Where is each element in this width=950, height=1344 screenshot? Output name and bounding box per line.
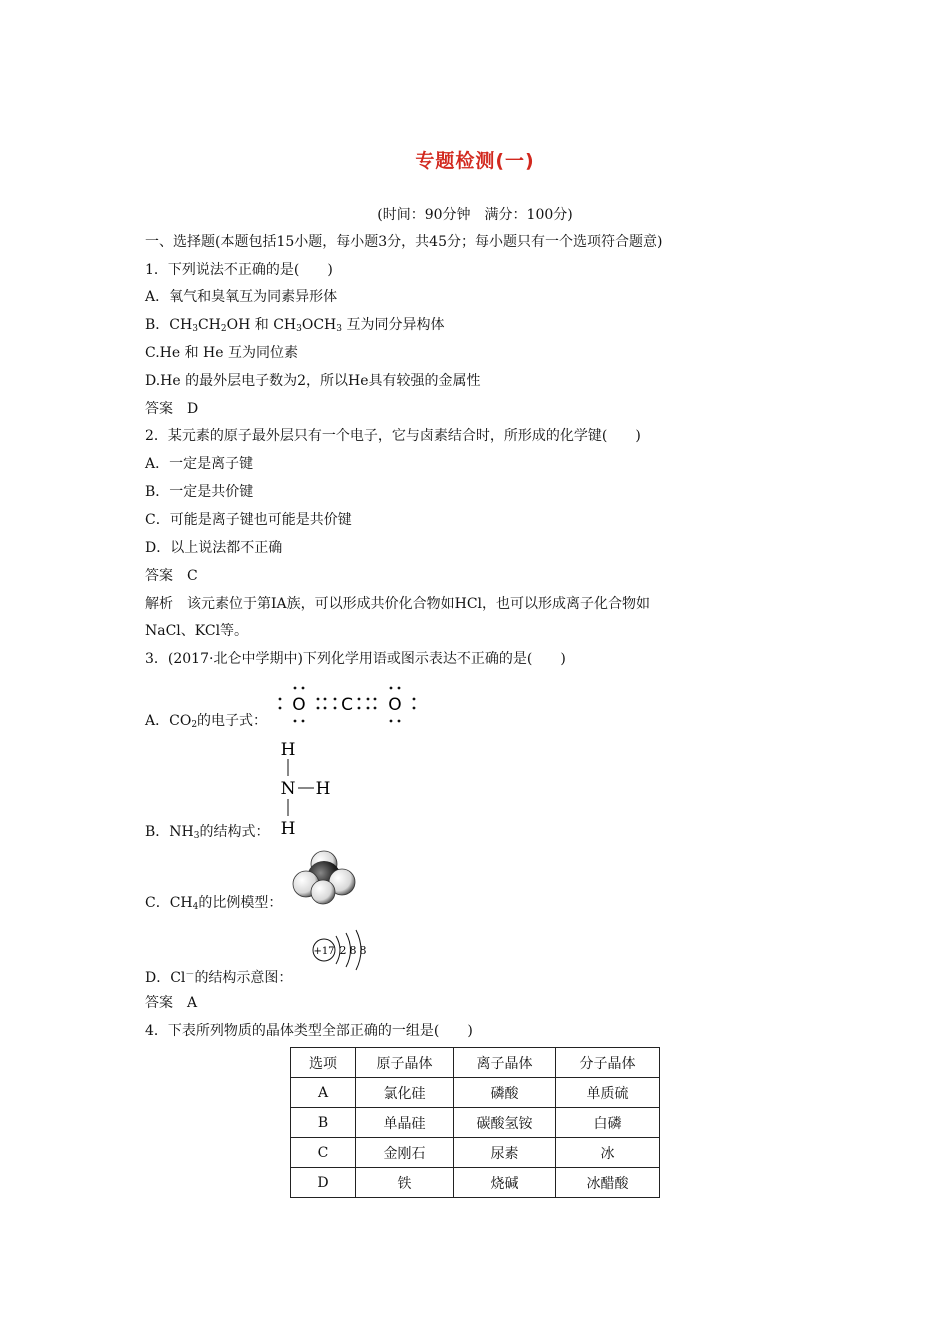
question-1-option-d: D.He 的最外层电子数为2，所以He具有较强的金属性 bbox=[145, 373, 481, 389]
crystal-type-table bbox=[290, 1047, 660, 1198]
question-3-answer: 答案 A bbox=[145, 995, 198, 1011]
question-2-analysis-line-1: 解析 该元素位于第ⅠA族，可以形成共价化合物如HCl，也可以形成离子化合物如 bbox=[145, 596, 651, 612]
table-row: D 铁 烧碱 冰醋酸 bbox=[291, 1168, 660, 1198]
page-title: 专题检测(一) bbox=[415, 150, 535, 172]
svg-text:H: H bbox=[315, 779, 331, 799]
question-1-option-c: C.He 和 He 互为同位素 bbox=[145, 345, 299, 361]
cl-ion-structure-diagram bbox=[310, 928, 374, 974]
question-2-option-a: A．一定是离子键 bbox=[145, 456, 254, 472]
question-2-option-d: D．以上说法都不正确 bbox=[145, 540, 283, 556]
question-3-stem: 3．(2017·北仑中学期中)下列化学用语或图示表达不正确的是( ) bbox=[145, 651, 566, 667]
lewis-o-left: O bbox=[292, 695, 306, 715]
question-1-option-b: B．$CH_3CH_2OH$ 和 $CH_3OCH_3$ 互为同分异构体 bbox=[145, 317, 445, 334]
question-2-answer: 答案 C bbox=[145, 568, 198, 584]
nh3-structural-formula bbox=[276, 738, 336, 838]
question-4-stem: 4．下表所列物质的晶体类型全部正确的一组是( ) bbox=[145, 1023, 473, 1039]
table-row: C 金刚石 尿素 冰 bbox=[291, 1138, 660, 1168]
question-3-option-b: B．$NH_3$的结构式： bbox=[145, 824, 270, 841]
svg-text:8: 8 bbox=[349, 944, 357, 957]
lewis-o-right: O bbox=[388, 695, 402, 715]
question-1-option-a: A．氧气和臭氧互为同素异形体 bbox=[145, 289, 338, 305]
lewis-c: C bbox=[341, 695, 353, 715]
table-header-row: 选项 原子晶体 离子晶体 分子晶体 bbox=[291, 1048, 660, 1078]
exam-info: (时间：90分钟 满分：100分) bbox=[377, 207, 573, 223]
question-2-analysis-line-2: NaCl、KCl等。 bbox=[145, 623, 249, 639]
table-row: B 单晶硅 碳酸氢铵 白磷 bbox=[291, 1108, 660, 1138]
question-3-option-c: C．$CH_4$的比例模型： bbox=[145, 895, 283, 912]
svg-text:8: 8 bbox=[359, 944, 367, 957]
question-3-option-d: D．Cl－的结构示意图： bbox=[145, 970, 293, 986]
co2-electron-formula bbox=[272, 680, 422, 728]
svg-text:H: H bbox=[280, 740, 296, 760]
svg-text:2: 2 bbox=[339, 944, 347, 957]
section-heading: 一、选择题(本题包括15小题，每小题3分，共45分；每小题只有一个选项符合题意) bbox=[145, 234, 663, 250]
svg-text:H: H bbox=[280, 819, 296, 838]
question-1-stem: 1．下列说法不正确的是( ) bbox=[145, 262, 333, 278]
question-2-option-b: B．一定是共价键 bbox=[145, 484, 254, 500]
question-2-option-c: C．可能是离子键也可能是共价键 bbox=[145, 512, 352, 528]
question-3-option-a: A．$CO_2$的电子式： bbox=[145, 713, 268, 730]
question-1-answer: 答案 D bbox=[145, 401, 199, 417]
table-row: A 氯化硅 磷酸 单质硫 bbox=[291, 1078, 660, 1108]
svg-text:N: N bbox=[280, 779, 296, 799]
ch4-space-filling-model bbox=[290, 848, 360, 908]
svg-text:+17: +17 bbox=[313, 946, 335, 957]
question-2-stem: 2．某元素的原子最外层只有一个电子，它与卤素结合时，所形成的化学键( ) bbox=[145, 428, 641, 444]
